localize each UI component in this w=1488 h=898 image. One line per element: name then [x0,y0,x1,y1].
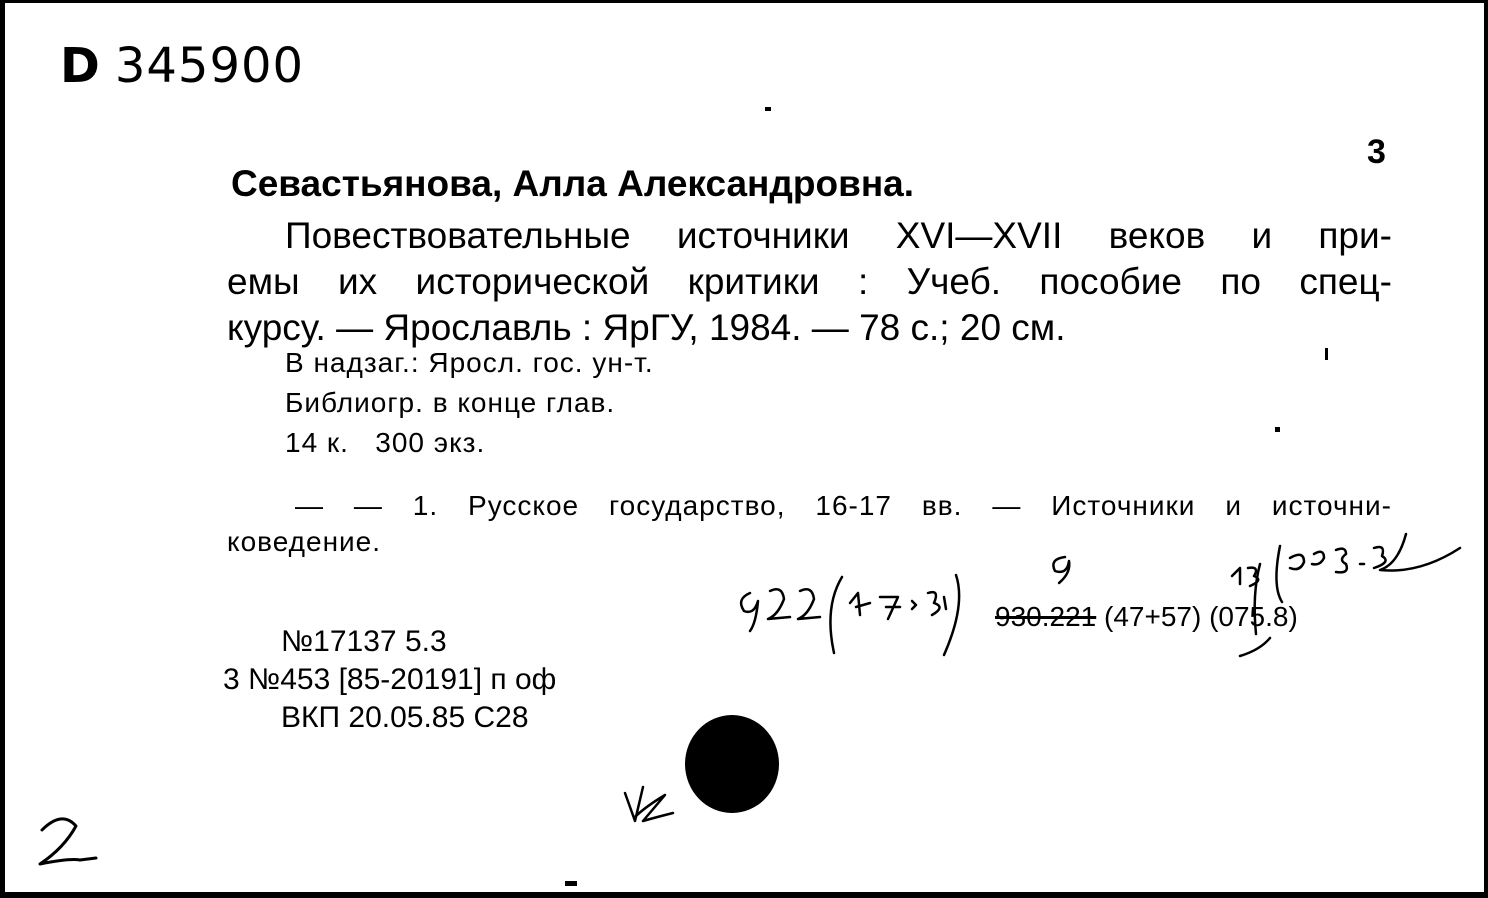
stamp-prefix: D [60,38,101,94]
notes-block [285,343,654,463]
subject-line: — — 1. Русское государство, 16-17 вв. — Источники и источни- [295,490,1392,521]
struck-index: 930.221 [995,601,1097,632]
handwritten-tick [617,773,687,833]
ink-speck [765,107,771,111]
note-line: 14 к. 300 экз. [285,427,486,458]
inventory-stamp [60,38,304,94]
section-mark: 3 [1367,133,1386,171]
punch-hole [685,715,779,813]
subject-line: коведение. [227,526,382,557]
bibliographic-description [227,213,1392,351]
note-line: В надзаг.: Яросл. гос. ун-т. [285,347,654,378]
handwritten-index-above-right [1210,528,1475,668]
ink-speck [1325,348,1328,360]
handwritten-corner-number [30,808,110,878]
note-line: Библиогр. в конце глав. [285,387,616,418]
stamp-number: 345900 [114,38,305,94]
index-rest: (47+57) (075.8) [1104,601,1298,632]
biblio-line: 3 №453 [85-20191] п оф [223,663,557,696]
author-heading: Севастьянова, Алла Александровна. [231,163,915,204]
biblio-block [223,623,556,737]
ink-speck [1275,427,1280,432]
description-line: курсу. — Ярославль : ЯрГУ, 1984. — 78 с.; 20 см. [227,307,1066,348]
description-line: емы их исторической критики : Учеб. пособие по спец- [227,261,1392,302]
biblio-line: №17137 5.3 [281,625,447,658]
ink-speck [565,881,577,886]
biblio-line: ВКП 20.05.85 С28 [281,701,529,734]
handwritten-index-main [730,563,980,663]
handwritten-index-above-left [1035,551,1095,591]
description-line: Повествовательные источники XVI—XVII веков и при- [285,215,1392,256]
